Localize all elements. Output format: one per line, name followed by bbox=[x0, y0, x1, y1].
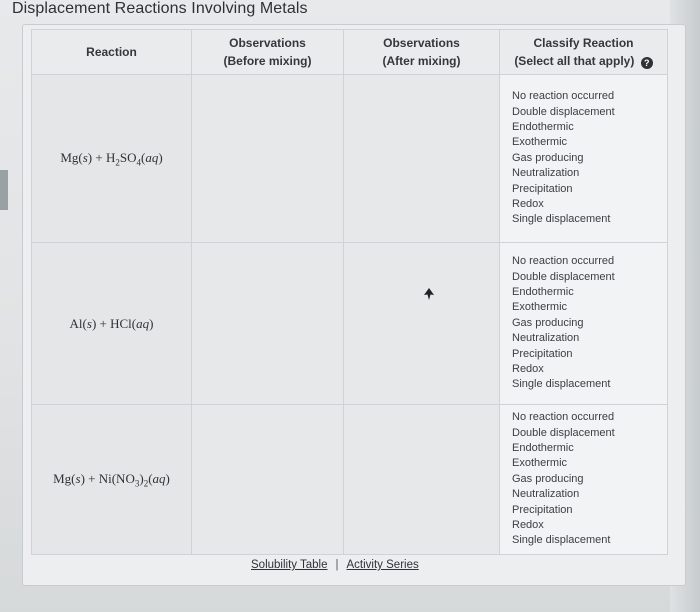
option-redox[interactable]: Redox bbox=[512, 198, 544, 211]
photo-edge-left bbox=[0, 170, 8, 210]
option-exothermic[interactable]: Exothermic bbox=[512, 301, 568, 314]
reaction-equation: $Mg(s) + H_2SO_4(aq)$ bbox=[60, 149, 163, 168]
reaction-equation: Al(s) + HCl(aq) bbox=[69, 315, 154, 331]
option-double-displacement[interactable]: Double displacement bbox=[512, 105, 615, 118]
observation-before-cell[interactable] bbox=[192, 75, 344, 243]
header-obs-after bbox=[344, 30, 500, 75]
header-obs-after-line2: (After mixing) bbox=[382, 54, 461, 68]
page-title: Displacement Reactions Involving Metals bbox=[12, 0, 308, 17]
table-row bbox=[32, 405, 668, 555]
header-classify-line1: Classify Reaction bbox=[533, 36, 634, 50]
link-separator: | bbox=[335, 559, 339, 571]
header-obs-before bbox=[192, 30, 344, 75]
classify-options bbox=[500, 75, 668, 243]
option-neutralization[interactable]: Neutralization bbox=[512, 488, 580, 501]
option-no-reaction[interactable]: No reaction occurred bbox=[512, 255, 615, 268]
header-classify bbox=[500, 30, 668, 75]
option-endothermic[interactable]: Endothermic bbox=[512, 120, 574, 133]
option-double-displacement[interactable]: Double displacement bbox=[512, 270, 615, 283]
observation-before-cell[interactable] bbox=[192, 405, 344, 555]
observation-after-cell[interactable] bbox=[344, 243, 500, 405]
header-obs-before-line2: (Before mixing) bbox=[223, 54, 312, 68]
option-endothermic[interactable]: Endothermic bbox=[512, 441, 574, 454]
option-precipitation[interactable]: Precipitation bbox=[512, 503, 573, 516]
reaction-panel bbox=[22, 24, 686, 586]
option-redox[interactable]: Redox bbox=[512, 519, 544, 532]
header-reaction bbox=[32, 30, 192, 75]
header-classify-line2: (Select all that apply) bbox=[514, 54, 635, 68]
reaction-table bbox=[31, 29, 668, 555]
reaction-cell bbox=[32, 75, 192, 243]
option-gas-producing[interactable]: Gas producing bbox=[512, 151, 584, 164]
mouse-cursor-icon bbox=[424, 288, 434, 300]
classify-options bbox=[500, 405, 668, 555]
reaction-equation: $Mg(s) + Ni(NO_3)_2(aq)$ bbox=[53, 470, 170, 489]
header-row bbox=[32, 30, 668, 75]
help-circle-icon[interactable]: ? bbox=[641, 57, 653, 69]
option-exothermic[interactable]: Exothermic bbox=[512, 457, 568, 470]
reaction-cell bbox=[32, 405, 192, 555]
observation-after-cell[interactable] bbox=[344, 75, 500, 243]
solubility-table-link[interactable]: Solubility Table bbox=[251, 559, 328, 571]
option-neutralization[interactable]: Neutralization bbox=[512, 332, 580, 345]
option-single-displacement[interactable]: Single displacement bbox=[512, 378, 611, 391]
option-gas-producing[interactable]: Gas producing bbox=[512, 316, 584, 329]
header-reaction-label: Reaction bbox=[86, 45, 137, 59]
activity-series-link[interactable]: Activity Series bbox=[346, 559, 419, 571]
reference-links bbox=[251, 559, 419, 571]
table-row bbox=[32, 243, 668, 405]
option-single-displacement[interactable]: Single displacement bbox=[512, 534, 611, 547]
option-exothermic[interactable]: Exothermic bbox=[512, 136, 568, 149]
header-obs-before-line1: Observations bbox=[229, 36, 306, 50]
option-no-reaction[interactable]: No reaction occurred bbox=[512, 90, 615, 103]
option-double-displacement[interactable]: Double displacement bbox=[512, 426, 615, 439]
reaction-cell bbox=[32, 243, 192, 405]
header-obs-after-line1: Observations bbox=[383, 36, 460, 50]
option-precipitation[interactable]: Precipitation bbox=[512, 347, 573, 360]
option-endothermic[interactable]: Endothermic bbox=[512, 285, 574, 298]
option-precipitation[interactable]: Precipitation bbox=[512, 182, 573, 195]
option-no-reaction[interactable]: No reaction occurred bbox=[512, 411, 615, 424]
option-redox[interactable]: Redox bbox=[512, 363, 544, 376]
option-single-displacement[interactable]: Single displacement bbox=[512, 213, 611, 226]
observation-after-cell[interactable] bbox=[344, 405, 500, 555]
observation-before-cell[interactable] bbox=[192, 243, 344, 405]
classify-options bbox=[500, 243, 668, 405]
option-neutralization[interactable]: Neutralization bbox=[512, 167, 580, 180]
table-row bbox=[32, 75, 668, 243]
option-gas-producing[interactable]: Gas producing bbox=[512, 472, 584, 485]
